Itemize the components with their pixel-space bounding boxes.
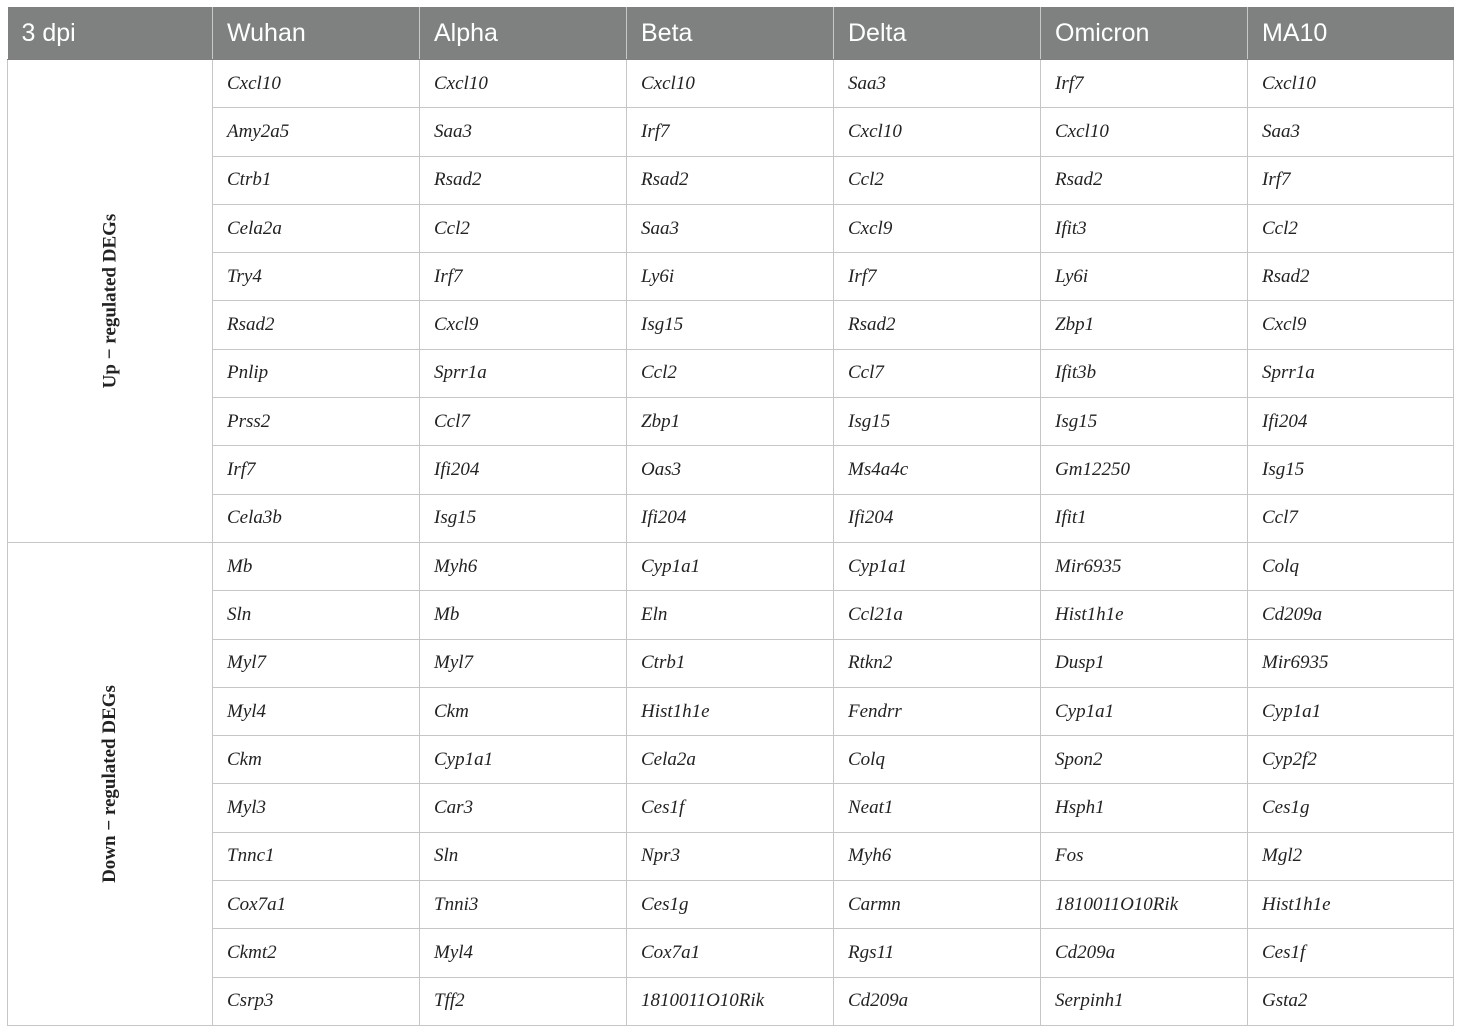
table-row	[8, 301, 1454, 349]
gene-cell: Ces1g	[627, 881, 834, 929]
gene-cell: Rsad2	[1041, 156, 1248, 204]
gene-cell: Irf7	[213, 446, 420, 494]
gene-cell: Fendrr	[834, 687, 1041, 735]
gene-cell: Rsad2	[1248, 253, 1454, 301]
gene-cell: Saa3	[627, 204, 834, 252]
gene-cell: Cyp2f2	[1248, 736, 1454, 784]
gene-cell: Isg15	[834, 398, 1041, 446]
gene-cell: Ces1f	[627, 784, 834, 832]
gene-cell: Ckmt2	[213, 929, 420, 977]
gene-cell: Cxcl9	[834, 204, 1041, 252]
gene-cell: Zbp1	[1041, 301, 1248, 349]
gene-cell: Cxcl10	[213, 60, 420, 108]
table-row	[8, 542, 1454, 590]
gene-cell: Ccl7	[834, 349, 1041, 397]
gene-cell: Prss2	[213, 398, 420, 446]
deg-table-container	[7, 7, 1453, 1026]
gene-cell: 1810011O10Rik	[1041, 881, 1248, 929]
table-row	[8, 784, 1454, 832]
table-row	[8, 156, 1454, 204]
gene-cell: Ifit3	[1041, 204, 1248, 252]
gene-cell: Cyp1a1	[1248, 687, 1454, 735]
gene-cell: Cyp1a1	[834, 542, 1041, 590]
gene-cell: Fos	[1041, 832, 1248, 880]
gene-cell: Tff2	[420, 977, 627, 1025]
gene-cell: Ctrb1	[627, 639, 834, 687]
gene-cell: Car3	[420, 784, 627, 832]
table-row	[8, 108, 1454, 156]
gene-cell: Amy2a5	[213, 108, 420, 156]
group-up-regulated	[8, 60, 213, 543]
gene-cell: Rtkn2	[834, 639, 1041, 687]
gene-cell: Cox7a1	[627, 929, 834, 977]
gene-cell: Pnlip	[213, 349, 420, 397]
table-row	[8, 446, 1454, 494]
gene-cell: Irf7	[1041, 60, 1248, 108]
gene-cell: Carmn	[834, 881, 1041, 929]
gene-cell: Cxcl10	[627, 60, 834, 108]
gene-cell: Myl7	[420, 639, 627, 687]
gene-cell: Ifi204	[1248, 398, 1454, 446]
gene-cell: Rsad2	[627, 156, 834, 204]
gene-cell: Ces1f	[1248, 929, 1454, 977]
gene-cell: Ccl7	[420, 398, 627, 446]
gene-cell: Isg15	[627, 301, 834, 349]
gene-cell: Cd209a	[1248, 591, 1454, 639]
gene-cell: Gm12250	[1041, 446, 1248, 494]
gene-cell: Cela3b	[213, 494, 420, 542]
gene-cell: Ccl2	[834, 156, 1041, 204]
gene-cell: Myl3	[213, 784, 420, 832]
gene-cell: Ckm	[213, 736, 420, 784]
table-row	[8, 832, 1454, 880]
gene-cell: Spon2	[1041, 736, 1248, 784]
gene-cell: Sprr1a	[1248, 349, 1454, 397]
header-omicron: Omicron	[1041, 7, 1248, 60]
header-wuhan: Wuhan	[213, 7, 420, 60]
gene-cell: Try4	[213, 253, 420, 301]
gene-cell: Cyp1a1	[420, 736, 627, 784]
table-body	[8, 60, 1454, 1026]
header-timepoint: 3 dpi	[8, 7, 213, 60]
table-row	[8, 253, 1454, 301]
gene-cell: Sprr1a	[420, 349, 627, 397]
gene-cell: Gsta2	[1248, 977, 1454, 1025]
gene-cell: Zbp1	[627, 398, 834, 446]
gene-cell: Mb	[213, 542, 420, 590]
gene-cell: Ckm	[420, 687, 627, 735]
table-row	[8, 687, 1454, 735]
gene-cell: Ifit3b	[1041, 349, 1248, 397]
gene-cell: Hist1h1e	[1041, 591, 1248, 639]
gene-cell: Serpinh1	[1041, 977, 1248, 1025]
table-row	[8, 639, 1454, 687]
gene-cell: Cxcl9	[1248, 301, 1454, 349]
gene-cell: 1810011O10Rik	[627, 977, 834, 1025]
gene-cell: Ly6i	[1041, 253, 1248, 301]
gene-cell: Rsad2	[213, 301, 420, 349]
deg-table	[7, 7, 1454, 1026]
gene-cell: Neat1	[834, 784, 1041, 832]
gene-cell: Ctrb1	[213, 156, 420, 204]
table-row	[8, 349, 1454, 397]
gene-cell: Rsad2	[834, 301, 1041, 349]
gene-cell: Cyp1a1	[1041, 687, 1248, 735]
gene-cell: Ccl2	[627, 349, 834, 397]
gene-cell: Cxcl10	[1041, 108, 1248, 156]
gene-cell: Cela2a	[627, 736, 834, 784]
gene-cell: Mir6935	[1041, 542, 1248, 590]
gene-cell: Tnnc1	[213, 832, 420, 880]
gene-cell: Rsad2	[420, 156, 627, 204]
gene-cell: Tnni3	[420, 881, 627, 929]
gene-cell: Sln	[213, 591, 420, 639]
gene-cell: Mir6935	[1248, 639, 1454, 687]
gene-cell: Npr3	[627, 832, 834, 880]
gene-cell: Isg15	[1041, 398, 1248, 446]
gene-cell: Colq	[834, 736, 1041, 784]
gene-cell: Cox7a1	[213, 881, 420, 929]
gene-cell: Irf7	[627, 108, 834, 156]
gene-cell: Cd209a	[834, 977, 1041, 1025]
gene-cell: Isg15	[1248, 446, 1454, 494]
gene-cell: Csrp3	[213, 977, 420, 1025]
gene-cell: Ifi204	[420, 446, 627, 494]
gene-cell: Dusp1	[1041, 639, 1248, 687]
gene-cell: Ifi204	[834, 494, 1041, 542]
gene-cell: Ifi204	[627, 494, 834, 542]
gene-cell: Irf7	[420, 253, 627, 301]
gene-cell: Eln	[627, 591, 834, 639]
gene-cell: Irf7	[1248, 156, 1454, 204]
gene-cell: Saa3	[420, 108, 627, 156]
gene-cell: Sln	[420, 832, 627, 880]
group-label: Down − regulated DEGs	[98, 685, 120, 883]
table-row	[8, 736, 1454, 784]
gene-cell: Ms4a4c	[834, 446, 1041, 494]
gene-cell: Cxcl9	[420, 301, 627, 349]
table-row	[8, 591, 1454, 639]
table-row	[8, 881, 1454, 929]
gene-cell: Ccl2	[1248, 204, 1454, 252]
gene-cell: Cxcl10	[834, 108, 1041, 156]
gene-cell: Cxcl10	[420, 60, 627, 108]
header-ma10: MA10	[1248, 7, 1454, 60]
table-row	[8, 398, 1454, 446]
header-delta: Delta	[834, 7, 1041, 60]
gene-cell: Myh6	[834, 832, 1041, 880]
gene-cell: Mb	[420, 591, 627, 639]
group-label: Up − regulated DEGs	[98, 213, 120, 389]
gene-cell: Ccl7	[1248, 494, 1454, 542]
gene-cell: Cxcl10	[1248, 60, 1454, 108]
gene-cell: Ccl2	[420, 204, 627, 252]
gene-cell: Ces1g	[1248, 784, 1454, 832]
gene-cell: Ly6i	[627, 253, 834, 301]
header-row	[8, 7, 1454, 60]
gene-cell: Hist1h1e	[627, 687, 834, 735]
group-down-regulated	[8, 542, 213, 1025]
gene-cell: Rgs11	[834, 929, 1041, 977]
gene-cell: Myl4	[213, 687, 420, 735]
gene-cell: Hist1h1e	[1248, 881, 1454, 929]
gene-cell: Myl7	[213, 639, 420, 687]
gene-cell: Mgl2	[1248, 832, 1454, 880]
gene-cell: Colq	[1248, 542, 1454, 590]
table-row	[8, 494, 1454, 542]
header-alpha: Alpha	[420, 7, 627, 60]
gene-cell: Myl4	[420, 929, 627, 977]
gene-cell: Irf7	[834, 253, 1041, 301]
gene-cell: Oas3	[627, 446, 834, 494]
gene-cell: Cela2a	[213, 204, 420, 252]
table-row	[8, 929, 1454, 977]
gene-cell: Cd209a	[1041, 929, 1248, 977]
table-row	[8, 60, 1454, 108]
gene-cell: Ifit1	[1041, 494, 1248, 542]
header-beta: Beta	[627, 7, 834, 60]
table-row	[8, 977, 1454, 1025]
gene-cell: Saa3	[1248, 108, 1454, 156]
gene-cell: Cyp1a1	[627, 542, 834, 590]
gene-cell: Isg15	[420, 494, 627, 542]
gene-cell: Saa3	[834, 60, 1041, 108]
table-row	[8, 204, 1454, 252]
gene-cell: Ccl21a	[834, 591, 1041, 639]
gene-cell: Myh6	[420, 542, 627, 590]
gene-cell: Hsph1	[1041, 784, 1248, 832]
